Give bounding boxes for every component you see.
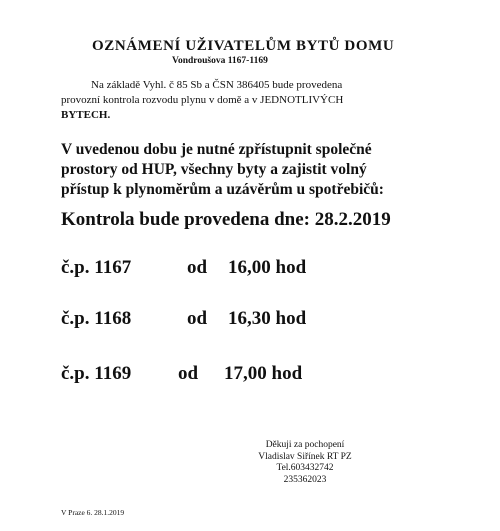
signature-phone: Tel.603432742 [276, 463, 334, 473]
building-number: č.p. 1169 [61, 363, 132, 384]
schedule-time: 17,00 hod [224, 363, 303, 384]
access-line: V uvedenou dobu je nutné zpřístupnit společné [61, 141, 372, 158]
signature-thanks: Děkuji za pochopení [265, 440, 345, 450]
notice-title: OZNÁMENÍ UŽIVATELŮM BYTŮ DOMU [92, 38, 395, 54]
building-number: č.p. 1167 [61, 257, 132, 278]
schedule-time: 16,00 hod [228, 257, 307, 278]
place-date: V Praze 6. 28.1.2019 [61, 508, 125, 517]
intro-line: BYTECH. [61, 109, 111, 121]
access-line: přístup k plynoměrům a uzávěrům u spotřebičů: [61, 181, 384, 198]
schedule-from-label: od [178, 363, 199, 384]
intro-paragraph [61, 78, 426, 123]
schedule-from-label: od [187, 308, 208, 329]
access-line: prostory od HUP, všechny byty a zajistit volný [61, 161, 367, 178]
inspection-date: Kontrola bude provedena dne: 28.2.2019 [61, 209, 391, 230]
access-paragraph [61, 140, 441, 200]
schedule-row [61, 363, 303, 385]
building-number: č.p. 1168 [61, 308, 132, 329]
signature-block [235, 440, 375, 486]
intro-line: Na základě Vyhl. č 85 Sb a ČSN 386405 bude provedena [91, 79, 343, 91]
intro-line: provozní kontrola rozvodu plynu v domě a v JEDNOTLIVÝCH [61, 94, 344, 106]
schedule-from-label: od [187, 257, 208, 278]
schedule-time: 16,30 hod [228, 308, 307, 329]
notice-address: Vondroušova 1167-1169 [172, 56, 268, 66]
signature-name: Vladislav Siřínek RT PZ [258, 451, 352, 462]
schedule-row [61, 308, 307, 330]
schedule-row [61, 257, 307, 279]
signature-phone: 235362023 [283, 474, 327, 485]
